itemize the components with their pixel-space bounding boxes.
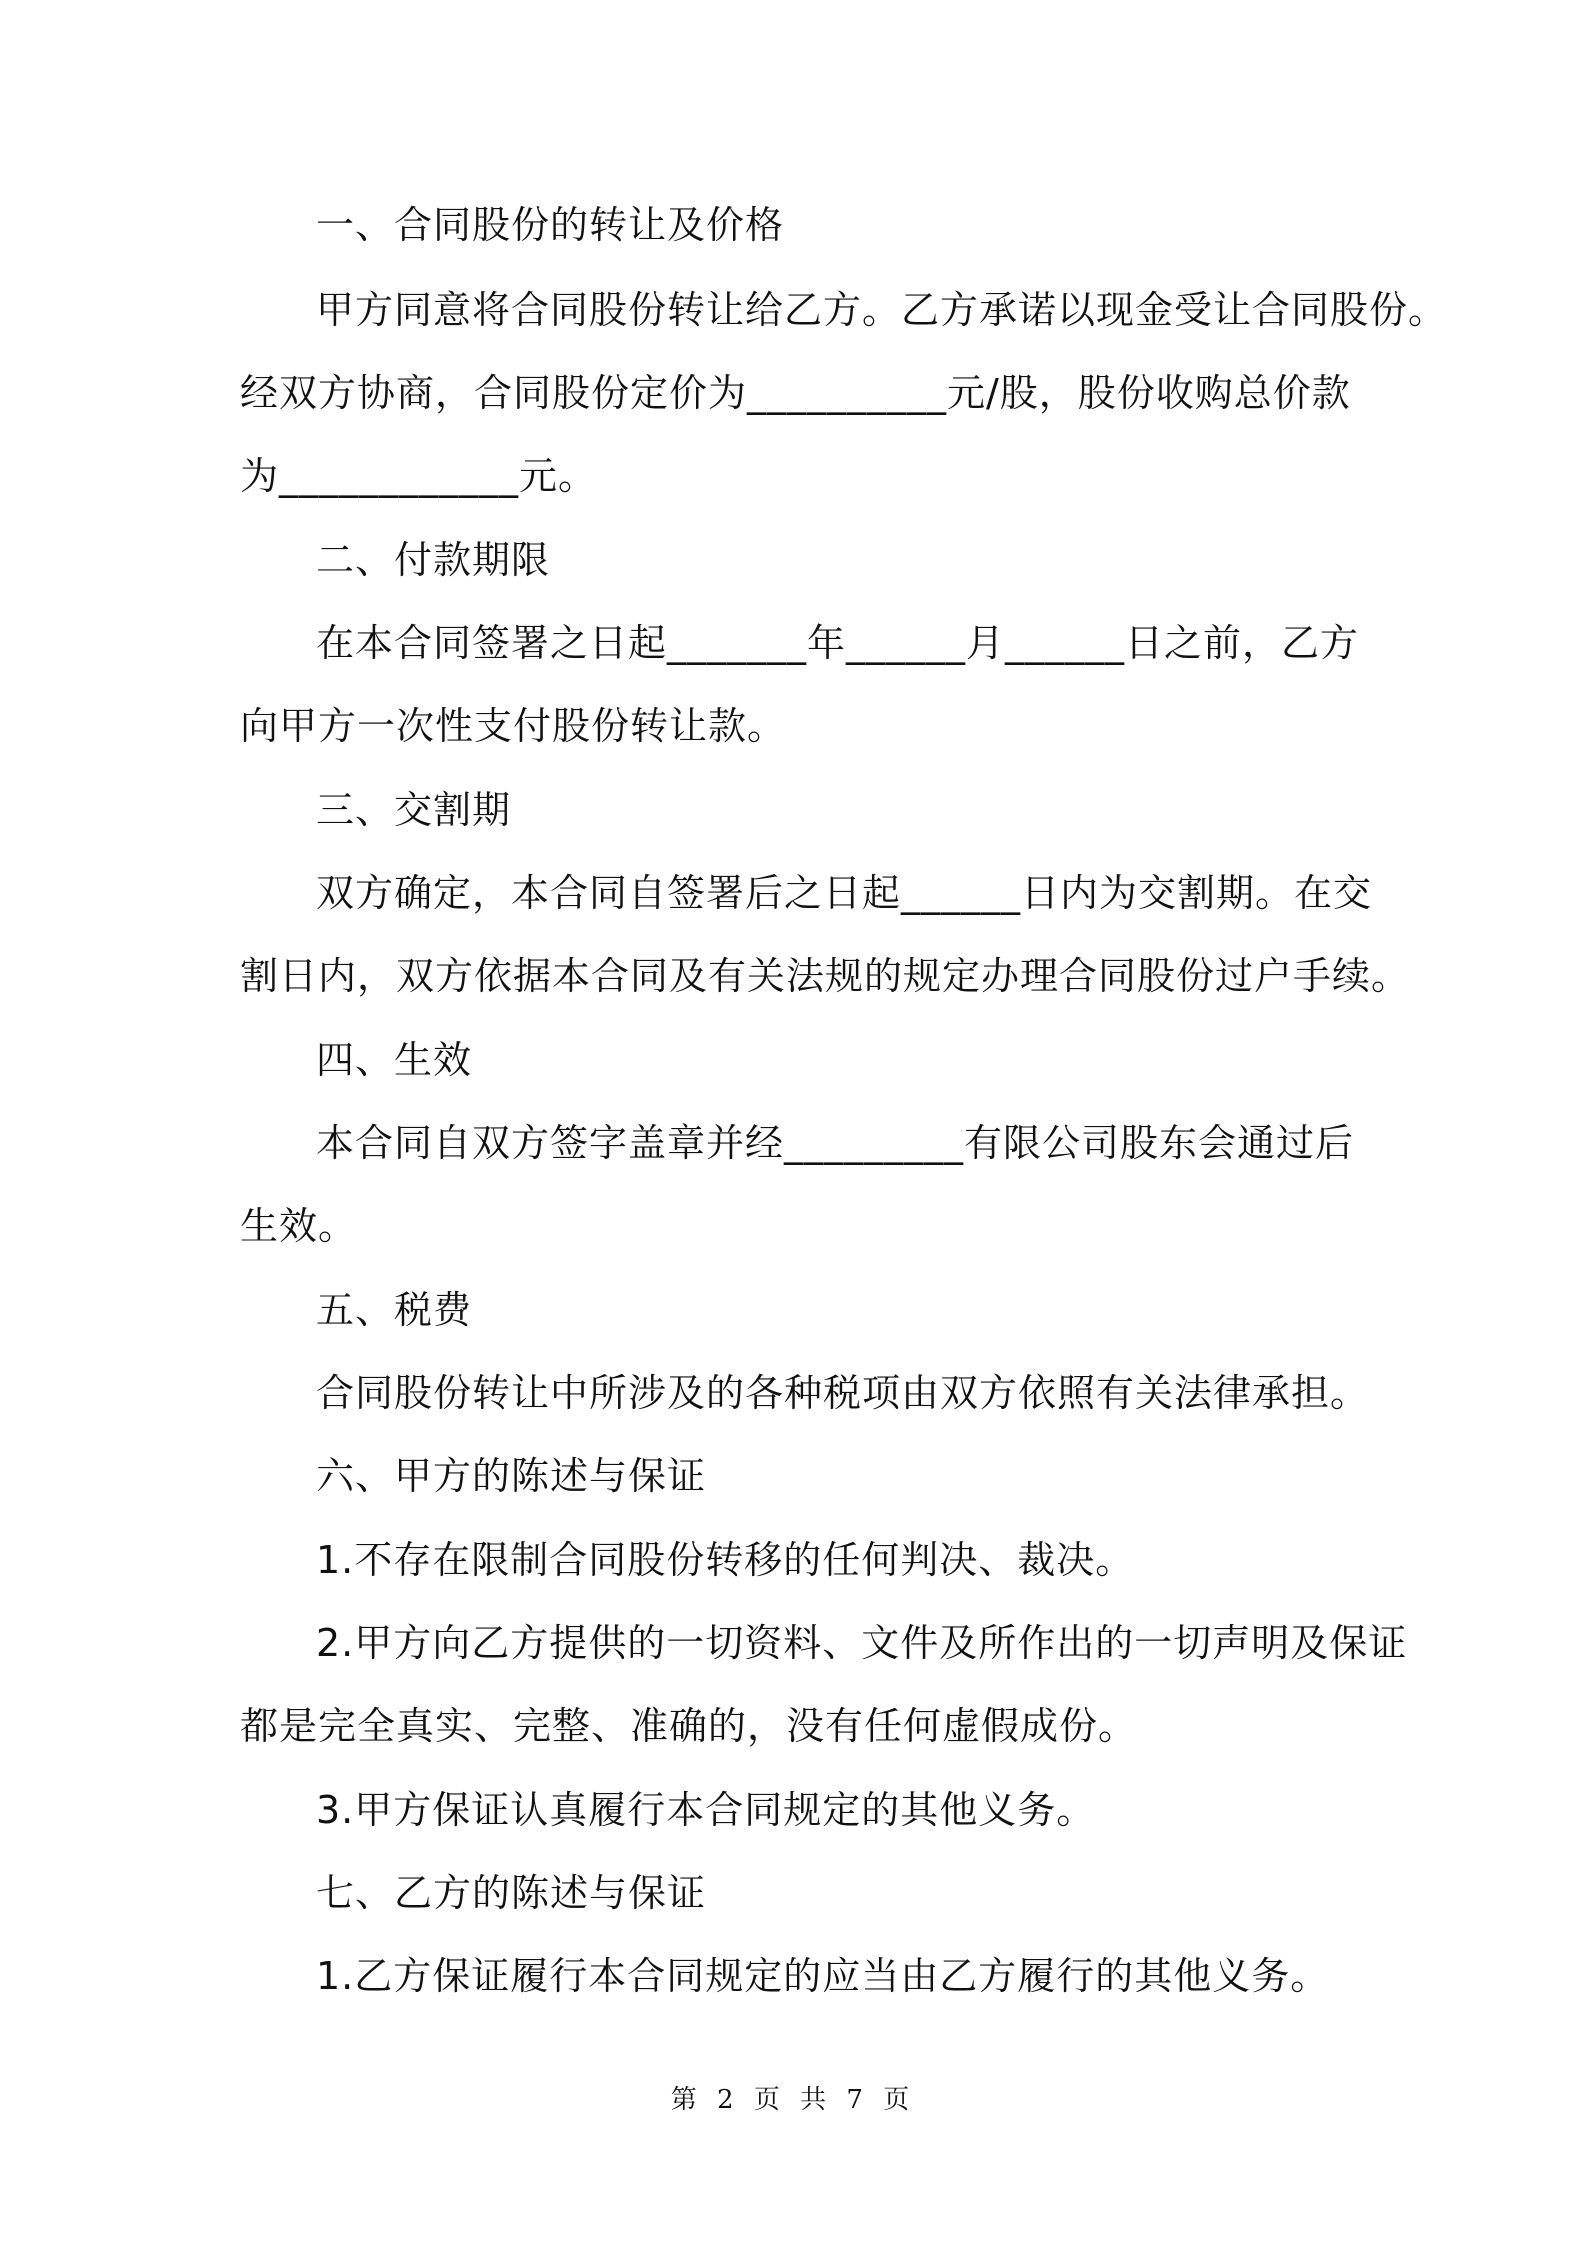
paragraph-line: 都是完全真实、完整、准确的，没有任何虚假成份。	[240, 1704, 1138, 1748]
section-heading-3: 三、交割期	[316, 788, 512, 832]
paragraph-line: 双方确定，本合同自签署后之日起______日内为交割期。在交	[316, 871, 1373, 915]
list-item: 1.乙方保证履行本合同规定的应当由乙方履行的其他义务。	[316, 1954, 1330, 1998]
paragraph-line: 合同股份转让中所涉及的各种税项由双方依照有关法律承担。	[316, 1371, 1370, 1415]
section-heading-4: 四、生效	[316, 1038, 473, 1082]
paragraph-line: 为____________元。	[240, 454, 598, 498]
paragraph-line: 生效。	[240, 1204, 358, 1248]
section-heading-5: 五、税费	[316, 1288, 473, 1332]
paragraph-line: 本合同自双方签字盖章并经_________有限公司股东会通过后	[316, 1121, 1355, 1165]
list-item: 2.甲方向乙方提供的一切资料、文件及所作出的一切声明及保证	[316, 1621, 1408, 1665]
section-heading-2: 二、付款期限	[316, 538, 551, 582]
paragraph-line: 在本合同签署之日起_______年______月______日之前，乙方	[316, 621, 1360, 665]
paragraph-line: 经双方协商，合同股份定价为__________元/股，股份收购总价款	[240, 371, 1351, 415]
paragraph-line: 甲方同意将合同股份转让给乙方。乙方承诺以现金受让合同股份。	[316, 288, 1448, 332]
section-heading-7: 七、乙方的陈述与保证	[316, 1871, 707, 1915]
section-heading-1: 一、合同股份的转让及价格	[316, 203, 785, 247]
paragraph-line: 向甲方一次性支付股份转让款。	[240, 704, 787, 748]
page-number-footer: 第 2 页 共 7 页	[670, 2085, 916, 2115]
list-item: 1.不存在限制合同股份转移的任何判决、裁决。	[316, 1538, 1135, 1582]
section-heading-6: 六、甲方的陈述与保证	[316, 1454, 707, 1498]
paragraph-line: 割日内，双方依据本合同及有关法规的规定办理合同股份过户手续。	[240, 954, 1411, 998]
list-item: 3.甲方保证认真履行本合同规定的其他义务。	[316, 1788, 1096, 1832]
